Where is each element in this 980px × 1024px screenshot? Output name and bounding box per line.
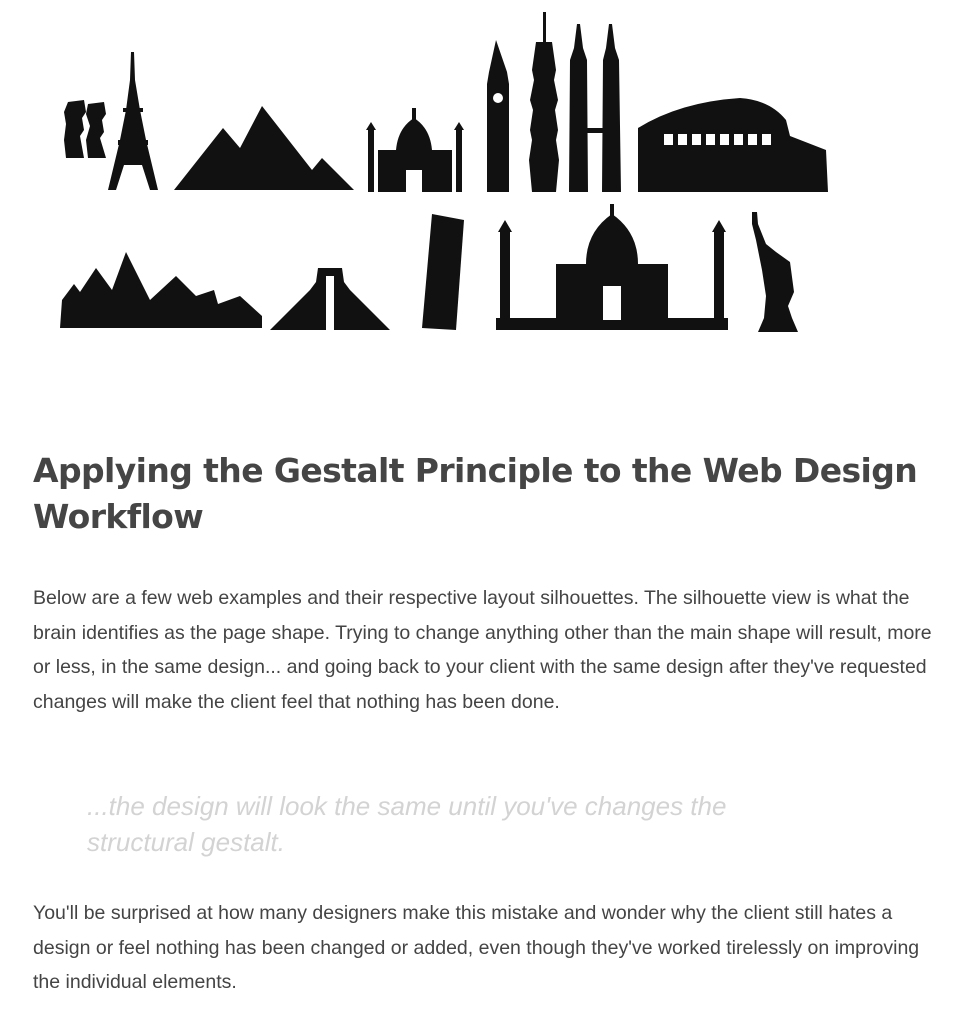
sydney-opera-house-icon — [60, 252, 262, 328]
statue-of-liberty-icon — [752, 212, 798, 332]
landmarks-illustration — [0, 0, 980, 370]
article — [33, 448, 943, 993]
taipei-101-icon — [529, 12, 559, 192]
pyramids-icon — [174, 106, 354, 190]
closing-paragraph: You'll be surprised at how many designers make this mistake and wonder why the client still hates a design or feel nothing has been changed or added, even though they've worked tirelessly on improving the individual elements. — [33, 902, 920, 993]
leaning-tower-icon — [422, 214, 464, 330]
eiffel-tower-icon — [108, 52, 158, 190]
moai-icon — [64, 100, 106, 158]
big-ben-icon — [487, 40, 509, 192]
intro-paragraph: Below are a few web examples and their respective layout silhouettes. The silhouette view is what the brain identifies as the page shape. Trying to change anything other than the main shape will result, more or less, in the same design... and going back to your client with the same design after they've requested changes will make the client feel that nothing has been done. — [33, 587, 932, 713]
petronas-towers-icon — [569, 24, 621, 192]
pull-quote: ...the design will look the same until you've changes the structural gestalt. — [87, 791, 727, 857]
article-title: Applying the Gestalt Principle to the Web Design Workflow — [33, 451, 918, 536]
